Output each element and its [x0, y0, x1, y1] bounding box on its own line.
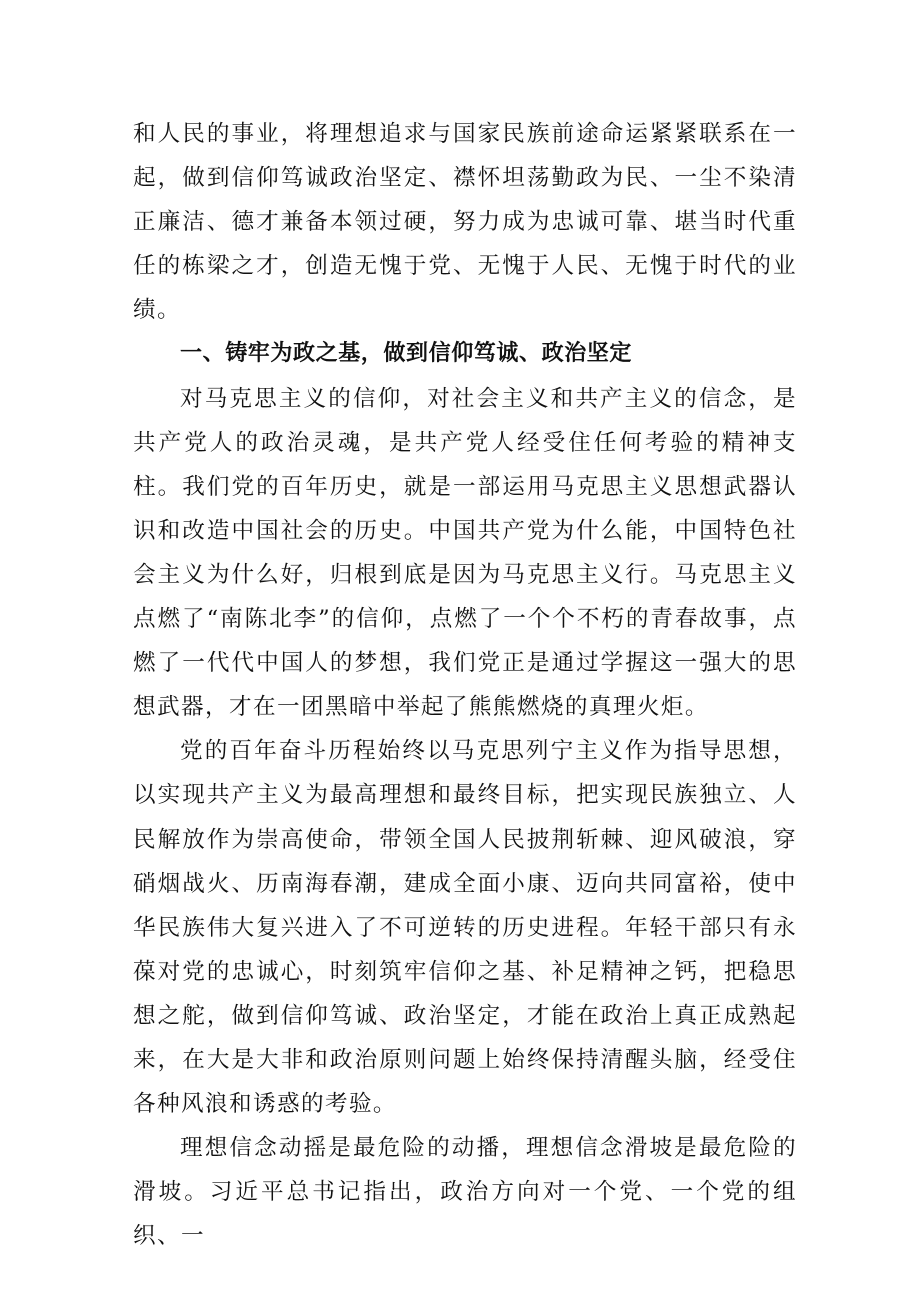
paragraph-marxism-faith: 对马克思主义的信仰，对社会主义和共产主义的信念，是共产党人的政治灵魂，是共产党人经受住任何考验的精神支柱。我们党的百年历史，就是一部运用马克思主义思想武器认识和改造中国社会的历史。中国共产党为什么能，中国特色社会主义为什么好，归根到底是因为马克思主义行。马克思主义点燃了“南陈北李”的信仰，点燃了一个个不朽的青春故事，点燃了一代代中国人的梦想，我们党正是通过学握这一强大的思想武器，才在一团黑暗中举起了熊熊燃烧的真理火炬。 [133, 385, 797, 721]
document-body [133, 112, 797, 1258]
paragraph-party-history: 党的百年奋斗历程始终以马克思列宁主义作为指导思想，以实现共产主义为最高理想和最终目标，把实现民族独立、人民解放作为崇高使命，带领全国人民披荆斩棘、迎风破浪，穿硝烟战火、历南海春潮，建成全面小康、迈向共同富裕，使中华民族伟大复兴进入了不可逆转的历史进程。年轻干部只有永葆对党的忠诚心，时刻筑牢信仰之基、补足精神之钙，把稳思想之舵，做到信仰笃诚、政治坚定，才能在政治上真正成熟起来，在大是大非和政治原则问题上始终保持清醒头脑，经受住各种风浪和诱惑的考验。 [133, 738, 797, 1118]
paragraph-intro: 和人民的事业，将理想追求与国家民族前途命运紧紧联系在一起，做到信仰笃诚政治坚定、襟怀坦荡勤政为民、一尘不染清正廉洁、德才兼备本领过硬，努力成为忠诚可靠、堪当时代重任的栋梁之才，创造无愧于党、无愧于人民、无愧于时代的业绩。 [133, 121, 797, 324]
section-heading: 一、铸牢为政之基，做到信仰笃诚、政治坚定 [180, 341, 633, 367]
paragraph-ideals-belief: 理想信念动摇是最危险的动播，理想信念滑坡是最危险的滑坡。习近平总书记指出，政治方向对一个党、一个党的组织、一 [133, 1135, 797, 1250]
